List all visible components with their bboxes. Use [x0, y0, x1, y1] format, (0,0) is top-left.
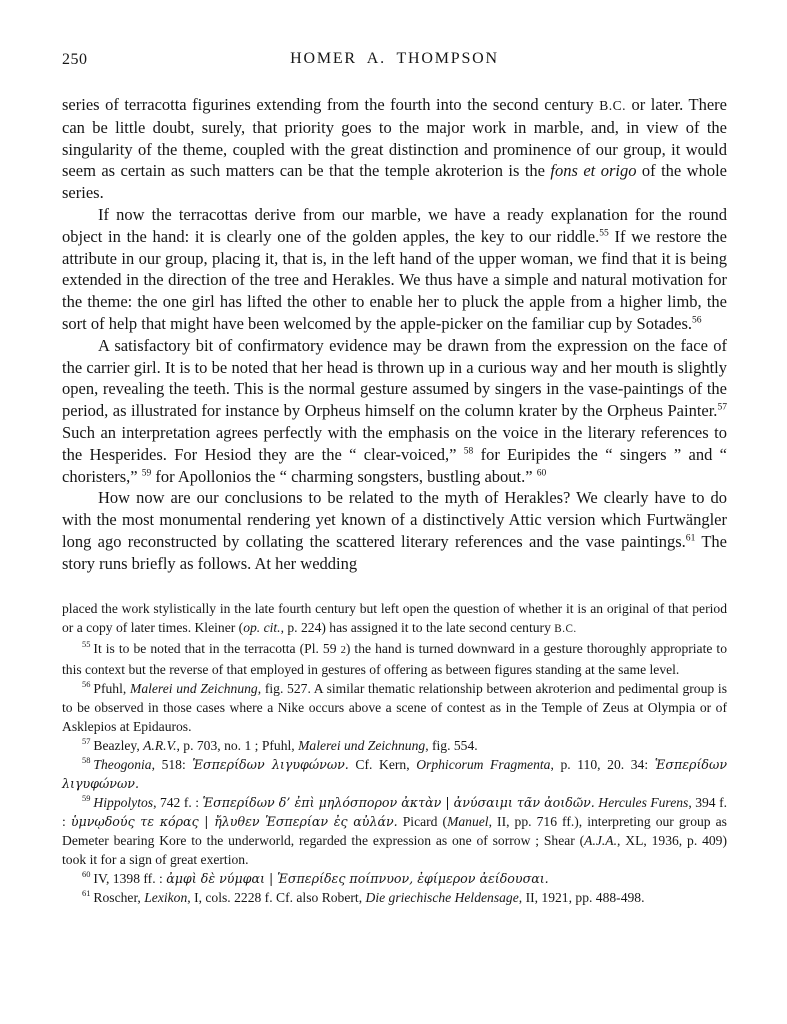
text-run: or later. There can be little doubt, surely, that priority goes to the major work in marble, and, in view of the singularity of the theme, coupled with the great distinction and prominence of our group, it would seem as certain as such matters can be that the temple akroterion is the [62, 95, 727, 181]
running-title: HOMER A. THOMPSON [290, 50, 499, 67]
text-run: , fig. 527. A similar thematic relationship between akroterion and pedimental group is to be observed in those cases where a Nike occurs above a scene of contest as in the Temple of Zeus at Olympia or of Asklepios at Epidauros. [62, 680, 727, 734]
text-run: , p. 224) has assigned it to the late second century [280, 619, 555, 635]
text-run: Pfuhl, [93, 680, 130, 696]
text-run: IV, 1398 ff. : [93, 870, 167, 886]
text-run: B.C. [554, 622, 577, 635]
page-number: 250 [62, 51, 88, 68]
text-run: , II, 1921, pp. 488-498. [518, 889, 645, 905]
text-run: B.C. [599, 98, 626, 113]
page-header [62, 50, 727, 72]
footnote-marker: 59 [82, 793, 91, 803]
footnote-reference: 57 [717, 401, 727, 413]
text-run: op. cit. [243, 619, 281, 635]
text-run: Hercules Furens [598, 794, 689, 810]
text-run: Ἑσπερίδων λιγυφώνων. [192, 756, 349, 772]
text-run: series of terracotta figurines extending from the fourth into the second century [62, 95, 600, 114]
text-run: Malerei und Zeichnung [130, 680, 258, 696]
text-run: Lexikon [144, 889, 188, 905]
text-run: A satisfactory bit of confirmatory evidence may be drawn from the expression on the face of the carrier girl. It is to be noted that her head is thrown up in a curious way and her mouth is slightly open, revealing the teeth. This is the normal gesture assumed by singers in the vase-paintings of the period, as illustrated for instance by Orpheus himself on the column krater by the Orpheus Painter. [62, 335, 727, 421]
paragraph [62, 335, 727, 488]
text-run: If now the terracottas derive from our marble, we have a ready explanation for the round object in the hand: it is clearly one of the golden apples, the key to our riddle. [62, 204, 727, 246]
text-run: , p. 110, 20. 34: [550, 756, 655, 772]
text-run: Beazley, [93, 737, 144, 753]
footnote [62, 755, 727, 793]
text-run: Malerei und Zeichnung [298, 737, 426, 753]
footnote-marker: 57 [82, 736, 91, 746]
text-run: , XL, 1936, p. 409) took it for a sign of great exertion. [62, 832, 727, 867]
text-run: of the whole series. [62, 161, 727, 203]
footnote [62, 639, 727, 679]
text-run: It is to be noted that in the terracotta (Pl. 59 [93, 640, 341, 656]
footnote-marker: 60 [82, 869, 91, 879]
text-run: , I, cols. 2228 f. Cf. also Robert, [187, 889, 366, 905]
text-run: How now are our conclusions to be related to the myth of Herakles? We clearly have to do with the most monumental rendering yet known of a distinctively Attic version which Furtwängler long ago reconstructed by collating the scattered literary references and the vase paintings. [62, 488, 727, 551]
footnote-marker: 55 [82, 639, 91, 649]
text-run: for Euripides the “ singers ” and “ choristers,” [62, 444, 727, 486]
text-run: , 394 f. : [62, 794, 727, 829]
text-run: fons et origo [550, 161, 637, 181]
text-run: A.R.V. [143, 737, 177, 753]
text-run: Manuel [447, 813, 489, 829]
text-run: , 742 f. : [153, 794, 203, 810]
footnote-reference: 61 [685, 532, 696, 544]
footnote-marker: 58 [82, 755, 91, 765]
text-run: Orphicorum Fragmenta [416, 756, 551, 772]
text-run: ὑμνῳδούς τε κόρας | ἤλυθεν Ἑσπερίαν ἐς αὐλάν. [70, 813, 398, 829]
paragraph [62, 94, 727, 204]
text-run: placed the work stylistically in the late fourth century but left open the question of whether it is an original of that period or a copy of later times. Kleiner ( [62, 600, 727, 635]
text-run: Picard ( [397, 813, 448, 829]
text-run: Die griechische Heldensage [365, 889, 519, 905]
text-run: 2 [340, 644, 346, 656]
text-run: ) the hand is turned downward in a gesture thoroughly appropriate to this context but the reverse of that employed in gestures of offering as between figures standing at the same level. [62, 640, 727, 677]
text-run: Roscher, [93, 889, 145, 905]
footnotes-section [62, 599, 727, 907]
footnote-reference: 60 [536, 467, 547, 479]
text-run: , 518: [151, 756, 193, 772]
footnote-reference: 56 [692, 314, 702, 326]
footnote [62, 679, 727, 736]
text-run: , p. 703, no. 1 ; Pfuhl, [176, 737, 299, 753]
footnote-marker: 61 [82, 888, 91, 898]
footnote-marker: 56 [82, 679, 91, 689]
text-run: , II, pp. 716 ff.), interpreting our group as Demeter bearing Kore to the underworld, regarded the expression as one of sorrow ; Shear ( [62, 813, 727, 848]
text-run: Such an interpretation agrees perfectly with the emphasis on the voice in the literary references to the Hesperides. For Hesiod they are the “ clear-voiced,” [62, 422, 727, 464]
footnote [62, 599, 727, 639]
text-run: The story runs briefly as follows. At her wedding [62, 531, 727, 573]
text-run: Ἑσπερίδων λιγυφώνων. [62, 756, 728, 791]
text-run: Hippolytos [93, 794, 154, 810]
footnote-reference: 55 [599, 227, 609, 239]
text-run: A.J.A. [584, 832, 618, 848]
text-run: If we restore the attribute in our group, placing it, that is, in the left hand of the upper woman, we find that it is being extended in the direction of the tree and Herakles. We thus have a simple and natural motivation for the theme: the one girl has lifted the other to enable her to pluck the apple from a higher limb, the sort of help that might have been welcomed by the apple-picker on the familiar cup by Sotades. [62, 226, 728, 333]
footnote [62, 793, 727, 869]
text-run: Cf. Kern, [348, 756, 417, 772]
footnote [62, 736, 727, 755]
text-run: , fig. 554. [425, 737, 478, 753]
footnote-reference: 58 [463, 445, 474, 457]
text-run: for Apollonios the “ charming songsters, bustling about.” [151, 466, 537, 486]
paragraph [62, 487, 727, 574]
text-run: Theogonia [93, 756, 152, 772]
body-text [62, 94, 727, 575]
footnote [62, 888, 727, 907]
footnote [62, 869, 727, 888]
paragraph [62, 204, 727, 335]
text-run: Ἑσπερίδων δ’ ἐπὶ μηλόσπορον ἀκτὰν | ἀνύσαιμι τᾶν ἀοιδῶν. [202, 794, 595, 810]
footnote-reference: 59 [141, 467, 152, 479]
text-run: ἀμφὶ δὲ νύμφαι | Ἑσπερίδες ποίπνυον, ἐφίμερον ἀείδουσαι. [166, 870, 549, 886]
